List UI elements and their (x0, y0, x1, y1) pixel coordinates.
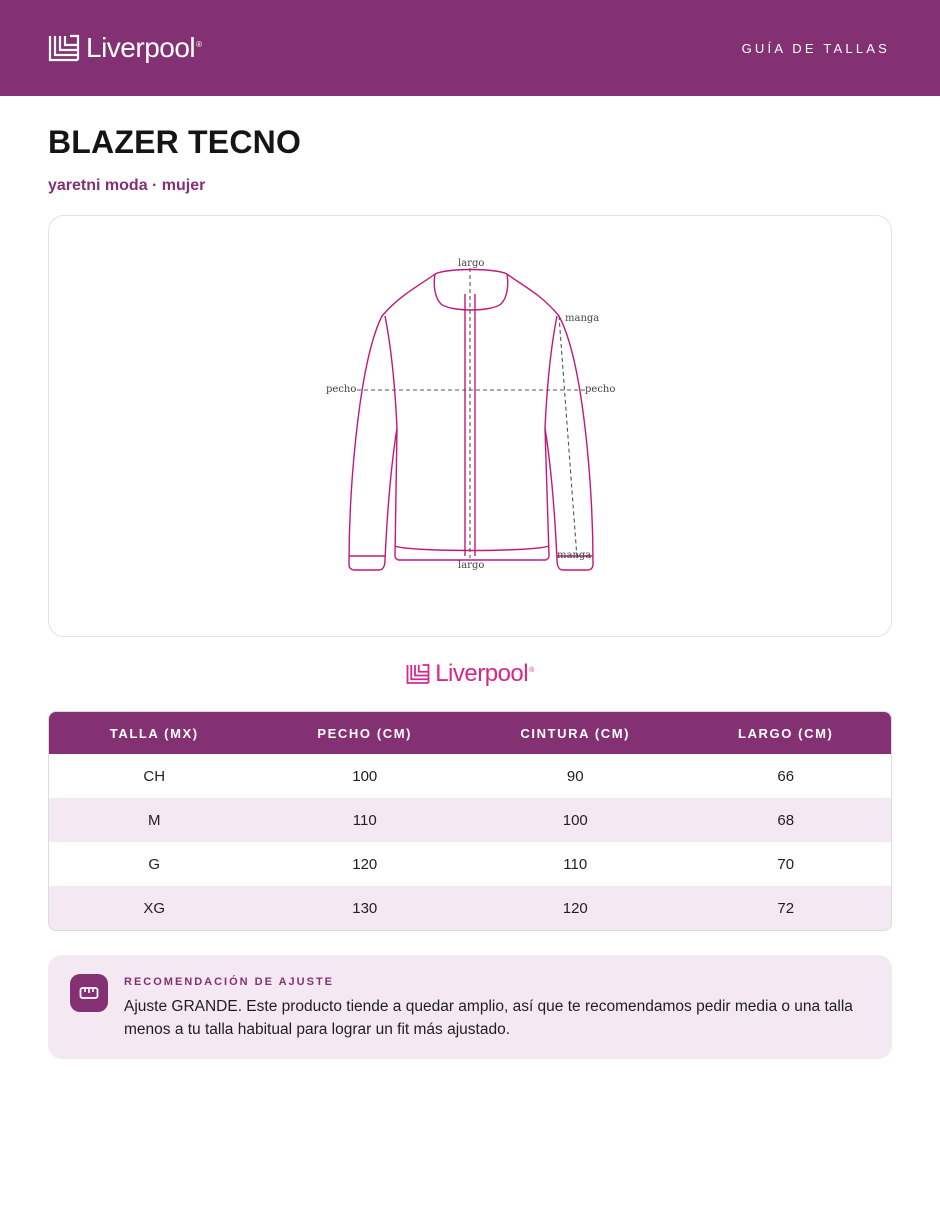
cell-talla: G (148, 855, 161, 873)
column-header-cintura: CINTURA (CM) (470, 712, 681, 754)
brand-logo (48, 32, 202, 64)
cell-largo: 70 (777, 855, 795, 873)
table-row (49, 886, 891, 930)
liverpool-logo-icon (48, 34, 80, 62)
center-brand-logo (0, 659, 940, 689)
cell-largo: 68 (681, 798, 892, 842)
label-largo-top: largo (458, 258, 485, 269)
column-header-talla: TALLA (MX) (49, 712, 260, 754)
table-header-row (49, 712, 891, 754)
cell-largo: 66 (777, 767, 795, 785)
cell-cintura: 110 (563, 855, 588, 873)
label-pecho-left: pecho (326, 384, 357, 395)
cell-cintura: 100 (470, 798, 681, 842)
label-manga-top: manga (565, 313, 600, 324)
section-label: GUÍA DE TALLAS (741, 40, 890, 56)
cell-talla: XG (49, 886, 260, 930)
column-header-largo: LARGO (CM) (681, 712, 892, 754)
cell-pecho: 130 (260, 886, 471, 930)
cell-cintura: 90 (566, 767, 584, 785)
ruler-icon (70, 974, 108, 1012)
brand-name: Liverpool® (86, 32, 202, 63)
liverpool-logo-icon (406, 663, 430, 685)
cell-cintura: 120 (470, 886, 681, 930)
measurement-diagram (48, 215, 892, 637)
cell-talla: M (49, 798, 260, 842)
cell-pecho: 110 (260, 798, 471, 842)
product-subtitle: yaretni moda · mujer (48, 177, 206, 194)
fit-note-heading: RECOMENDACIÓN DE AJUSTE (124, 976, 334, 988)
table-row (49, 842, 891, 886)
label-manga-bottom: manga (557, 550, 592, 561)
table-row (49, 798, 891, 842)
cell-pecho: 100 (352, 767, 378, 785)
product-title: BLAZER TECNO (48, 124, 302, 160)
size-table (48, 711, 892, 931)
label-pecho-right: pecho (585, 384, 616, 395)
fit-note-text: Ajuste GRANDE. Este producto tiende a quedar amplio, así que te recomendamos pedir media o una talla menos a tu talla habitual para lograr un fit más ajustado. (124, 998, 853, 1038)
page-header (0, 0, 940, 96)
fit-recommendation (48, 955, 892, 1059)
column-header-pecho: PECHO (CM) (260, 712, 471, 754)
cell-talla: CH (143, 767, 166, 785)
table-row (49, 754, 891, 798)
center-brand-name: Liverpool® (435, 660, 534, 687)
label-largo-bottom: largo (458, 560, 485, 571)
jacket-diagram-icon (49, 216, 891, 636)
cell-pecho: 120 (352, 855, 378, 873)
cell-largo: 72 (681, 886, 892, 930)
